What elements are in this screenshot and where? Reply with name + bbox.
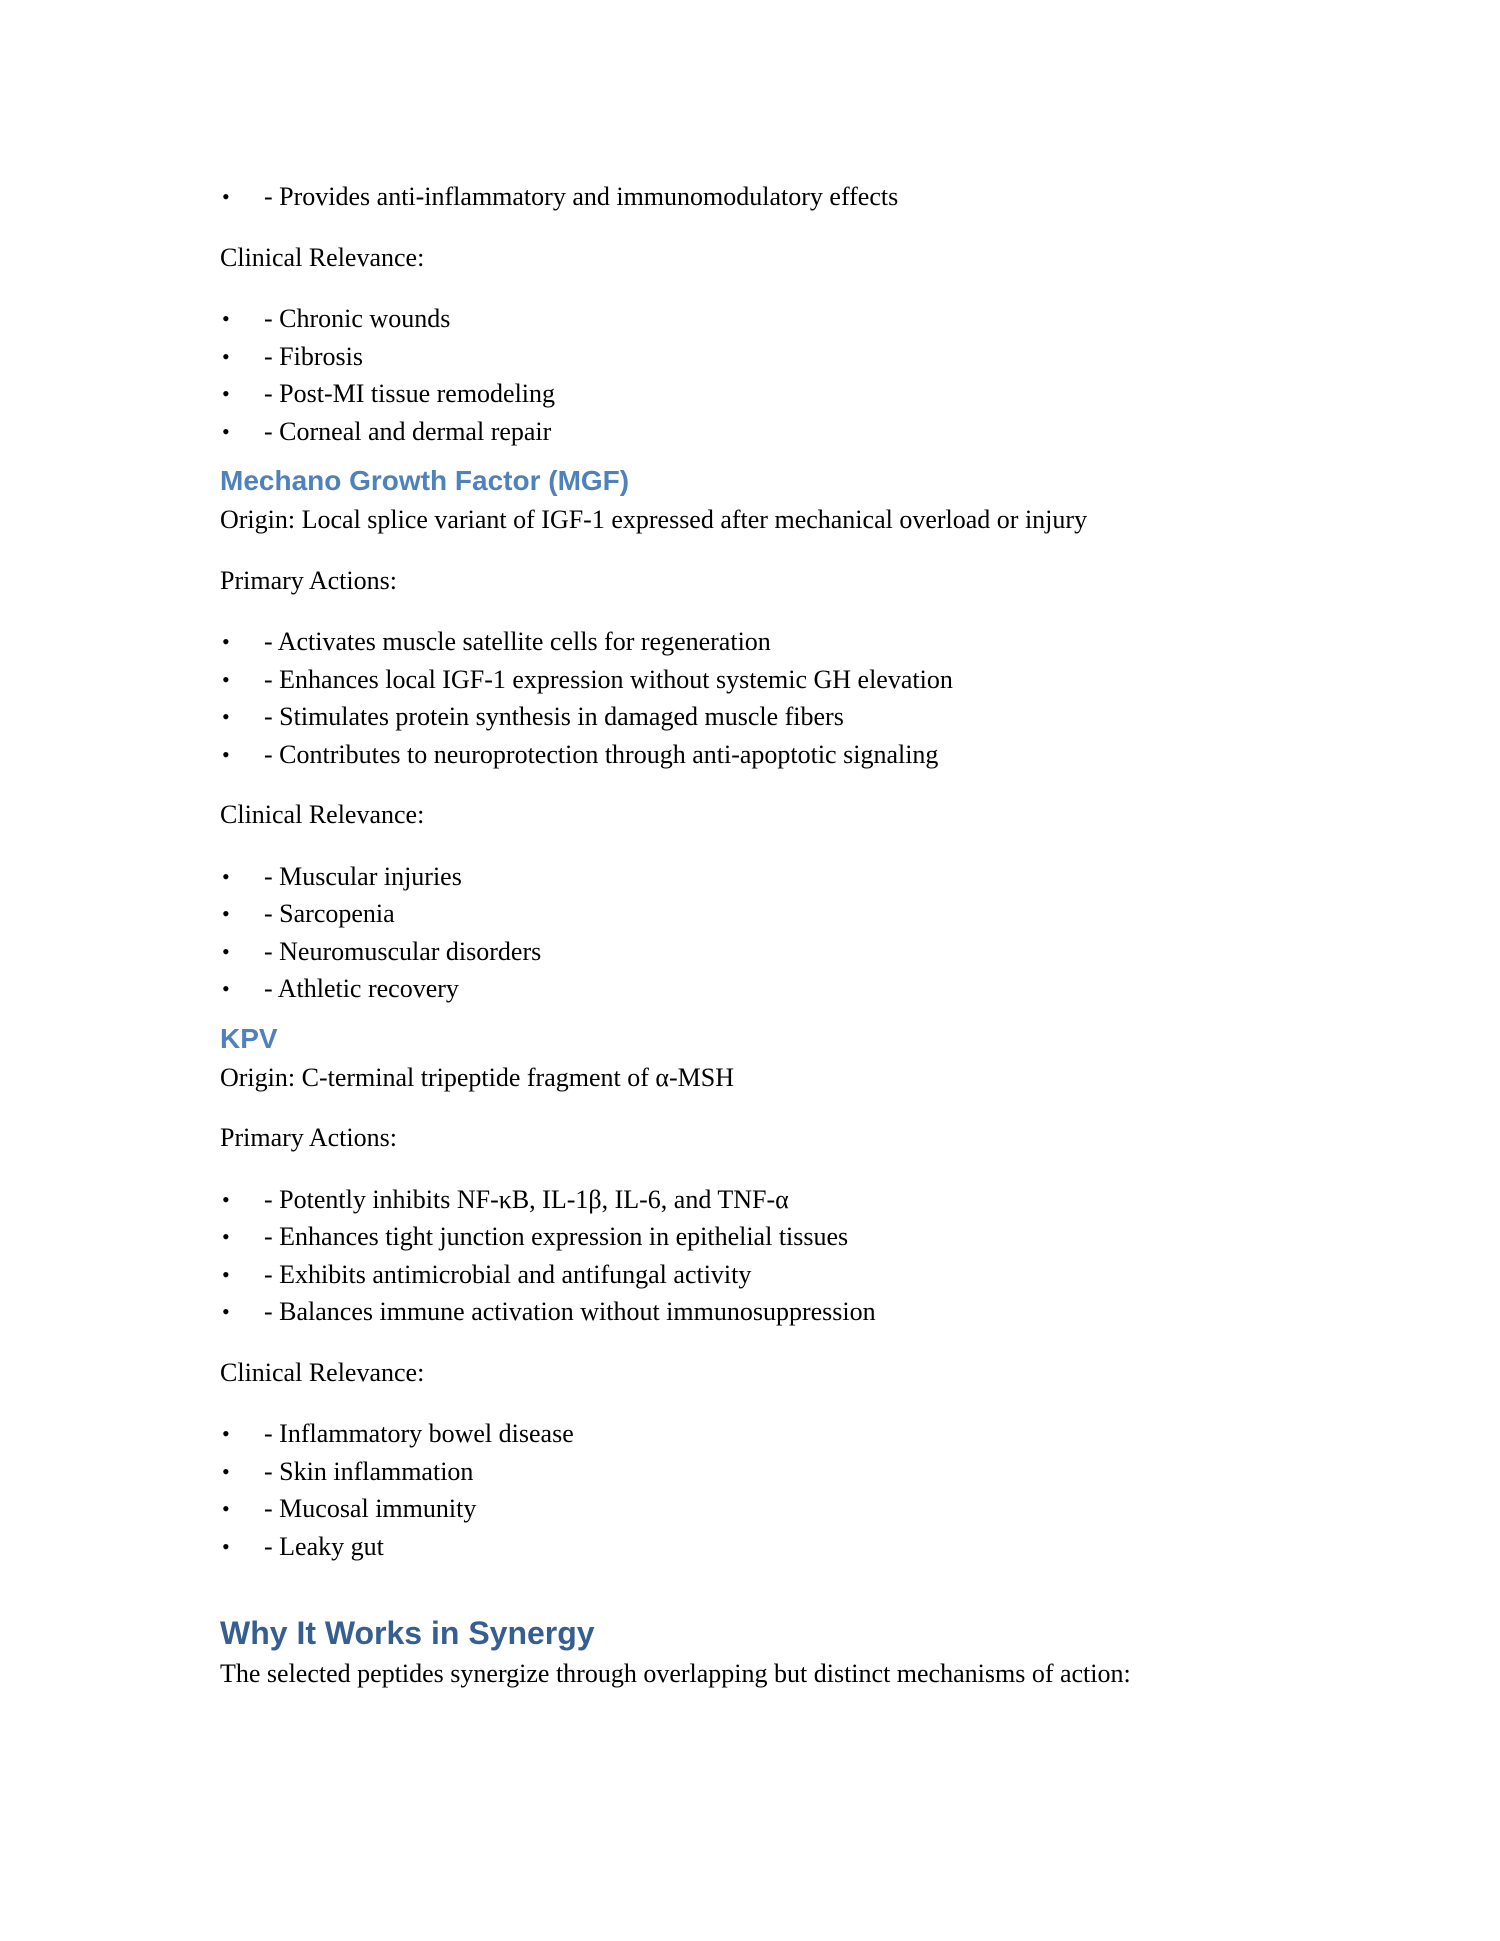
bullet-icon: • xyxy=(222,1299,230,1324)
bullet-icon: • xyxy=(222,1458,230,1484)
prev-actions-list xyxy=(220,178,1300,216)
bullet-icon: • xyxy=(222,381,230,406)
list-item: • - Chronic wounds xyxy=(220,300,1300,338)
bullet-icon: • xyxy=(222,704,230,729)
list-item: • - Athletic recovery xyxy=(220,970,1300,1008)
synergy-heading: Why It Works in Synergy xyxy=(220,1615,595,1651)
list-item: • - Fibrosis xyxy=(220,338,1300,376)
list-item: • - Balances immune activation without immunosuppression xyxy=(220,1293,1300,1331)
bullet-icon: • xyxy=(222,184,230,209)
kpv-origin: Origin: C-terminal tripeptide fragment of α-MSH xyxy=(220,1062,735,1092)
list-item: • - Stimulates protein synthesis in damaged muscle fibers xyxy=(220,698,1300,736)
bullet-icon: • xyxy=(222,1533,230,1559)
mgf-heading: Mechano Growth Factor (MGF) xyxy=(220,465,630,496)
list-item: • - Exhibits antimicrobial and antifungal activity xyxy=(220,1256,1300,1294)
clinical-relevance-label: Clinical Relevance: xyxy=(220,242,425,272)
list-item: • - Activates muscle satellite cells for regeneration xyxy=(220,623,1300,661)
list-item: • - Neuromuscular disorders xyxy=(220,933,1300,971)
bullet-icon: • xyxy=(222,741,230,767)
mgf-origin: Origin: Local splice variant of IGF-1 expressed after mechanical overload or injury xyxy=(220,505,1088,534)
bullet-icon: • xyxy=(222,901,230,926)
bullet-icon: • xyxy=(222,629,230,654)
primary-actions-label: Primary Actions: xyxy=(220,565,397,595)
kpv-primary-actions-list xyxy=(220,1181,1300,1331)
list-item: • - Contributes to neuroprotection through anti-apoptotic signaling xyxy=(220,736,1300,774)
list-item: • - Muscular injuries xyxy=(220,858,1300,896)
bullet-icon: • xyxy=(222,863,230,889)
kpv-clinical-list xyxy=(220,1415,1300,1565)
list-item: • - Post-MI tissue remodeling xyxy=(220,375,1300,413)
bullet-icon: • xyxy=(222,1421,230,1446)
kpv-heading: KPV xyxy=(220,1022,278,1054)
clinical-relevance-label: Clinical Relevance: xyxy=(220,1357,425,1387)
list-item: • - Sarcopenia xyxy=(220,895,1300,933)
bullet-icon: • xyxy=(222,1186,230,1212)
bullet-icon: • xyxy=(222,666,230,692)
bullet-icon: • xyxy=(222,1224,230,1249)
list-item: • - Provides anti-inflammatory and immunomodulatory effects xyxy=(220,178,1300,216)
list-item: • - Inflammatory bowel disease xyxy=(220,1415,1300,1453)
mgf-clinical-list xyxy=(220,858,1300,1008)
primary-actions-label: Primary Actions: xyxy=(220,1123,397,1152)
bullet-icon: • xyxy=(222,938,230,964)
list-item: • - Mucosal immunity xyxy=(220,1490,1300,1528)
mgf-primary-actions-list xyxy=(220,623,1300,773)
bullet-icon: • xyxy=(222,976,230,1001)
list-item: • - Potently inhibits NF-κB, IL-1β, IL-6, and TNF-α xyxy=(220,1181,1300,1219)
bullet-icon: • xyxy=(222,418,230,444)
prev-clinical-list xyxy=(220,300,1300,450)
bullet-icon: • xyxy=(222,306,230,331)
document-page xyxy=(220,178,1300,1693)
list-item: • - Corneal and dermal repair xyxy=(220,413,1300,451)
clinical-relevance-label: Clinical Relevance: xyxy=(220,800,425,829)
list-item: • - Skin inflammation xyxy=(220,1453,1300,1491)
bullet-icon: • xyxy=(222,1261,230,1287)
list-item: • - Enhances local IGF-1 expression without systemic GH elevation xyxy=(220,661,1300,699)
list-item: • - Leaky gut xyxy=(220,1528,1300,1566)
bullet-icon: • xyxy=(222,343,230,369)
bullet-icon: • xyxy=(222,1496,230,1521)
list-item: • - Enhances tight junction expression in epithelial tissues xyxy=(220,1218,1300,1256)
synergy-intro: The selected peptides synergize through overlapping but distinct mechanisms of action: xyxy=(220,1659,1131,1688)
